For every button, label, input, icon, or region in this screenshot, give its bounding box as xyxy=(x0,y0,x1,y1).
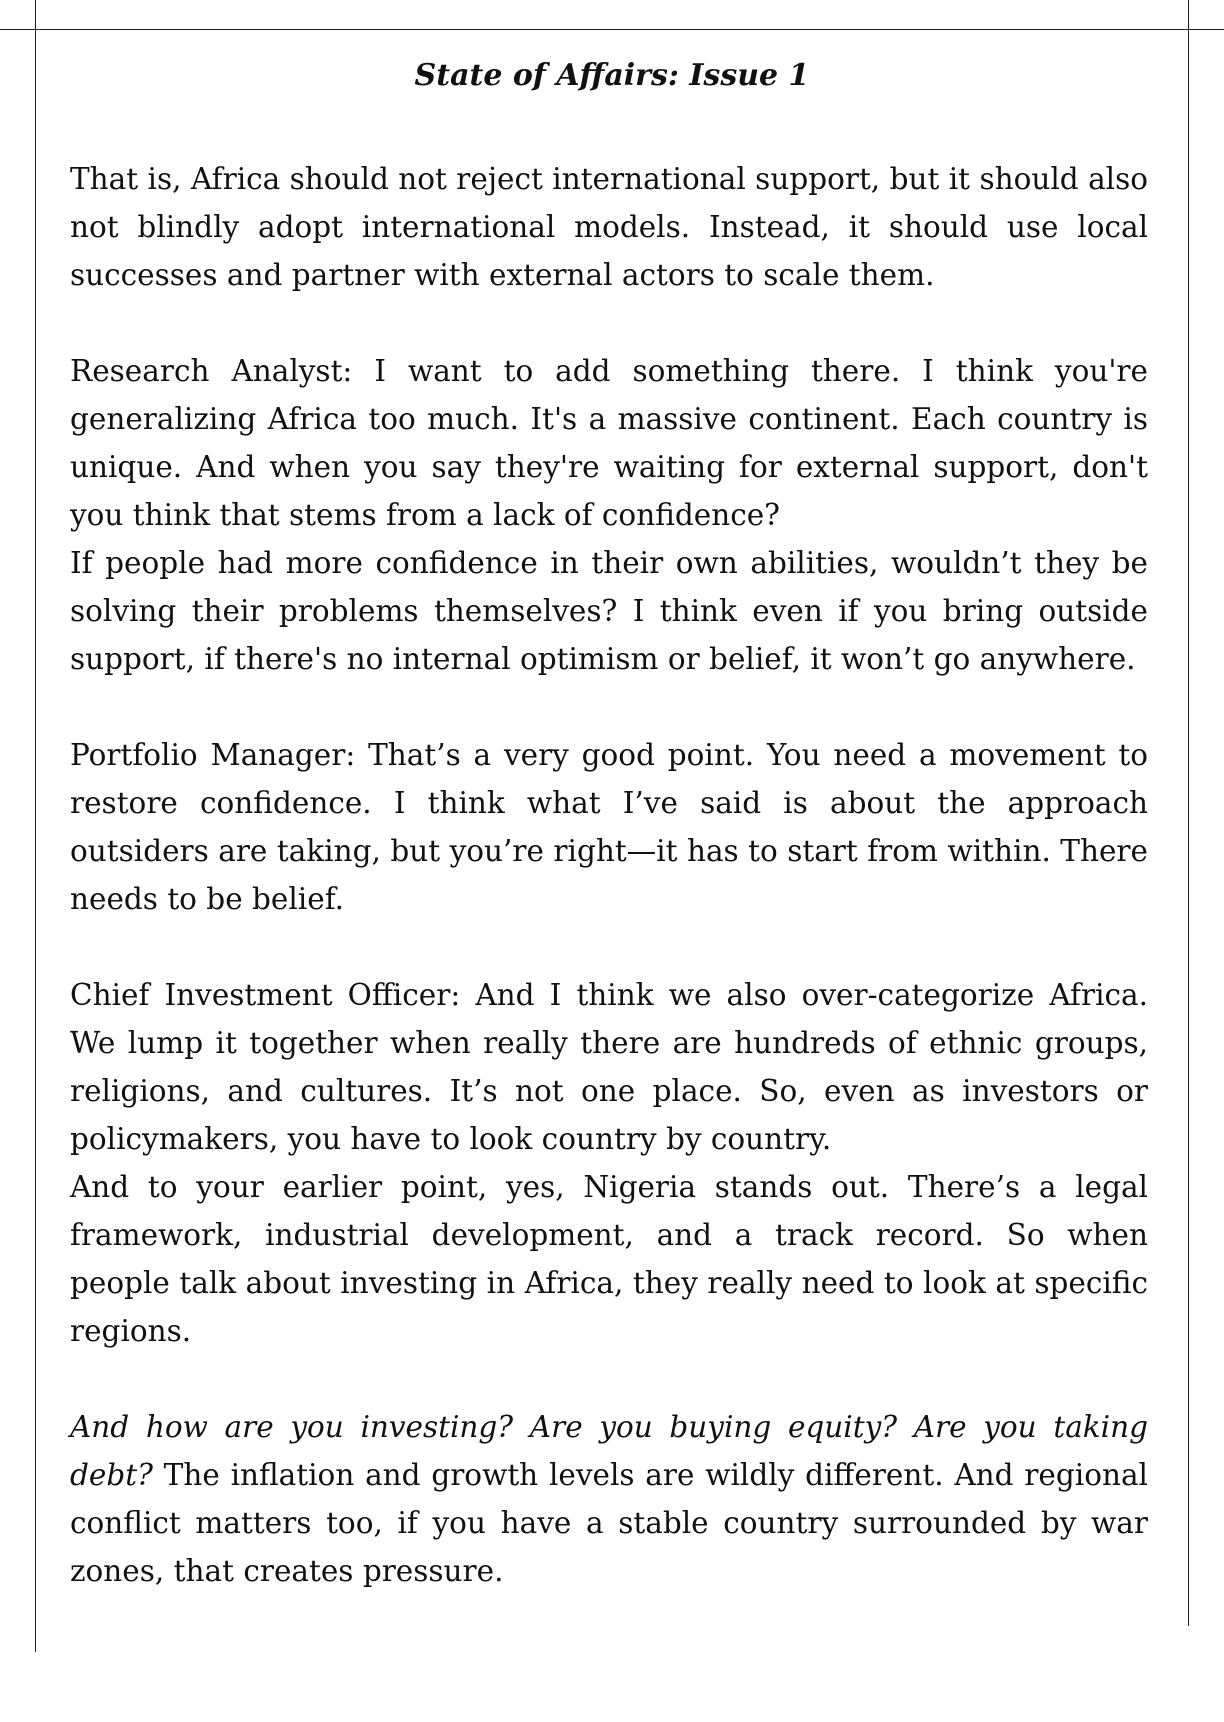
right-margin-line xyxy=(1188,0,1189,1626)
paragraph-research-analyst: Research Analyst: I want to add something there. I think you're generalizing Africa too much. It's a massive continent. Each country is unique. And when you say they're waiting for external support, don't you think that stems from a lack of confidence? xyxy=(70,354,1148,532)
paragraph-chief-investment-officer: Chief Investment Officer: And I think we also over-categorize Africa. We lump it together when really there are hundreds of ethnic groups, religions, and cultures. It’s not one place. So, even as investors or policymakers, you have to look country by country. xyxy=(70,978,1148,1156)
paragraph-chief-investment-officer-continued: And to your earlier point, yes, Nigeria stands out. There’s a legal framework, industrial development, and a track record. So when people talk about investing in Africa, they really need to look at specific regions. xyxy=(70,1170,1148,1348)
top-rule-line xyxy=(0,29,1224,30)
paragraph-africa-support: That is, Africa should not reject international support, but it should also not blindly adopt international models. Instead, it should use local successes and partner with external actors to scale them. xyxy=(70,162,1148,292)
paragraph-research-analyst-continued: If people had more confidence in their own abilities, wouldn’t they be solving their problems themselves? I think even if you bring outside support, if there's no internal optimism or belief, it won’t go anywhere. xyxy=(70,546,1148,676)
running-header-title: State of Affairs: Issue 1 xyxy=(414,58,810,93)
left-margin-line xyxy=(35,0,36,1652)
paragraph-portfolio-manager: Portfolio Manager: That’s a very good point. You need a movement to restore confidence. I think what I’ve said is about the approach outsiders are taking, but you’re right—it has to start from within. There needs to be belief. xyxy=(70,738,1148,916)
paragraph-investing-question xyxy=(70,1403,1148,1595)
paragraph-investing-question-text: The inflation and growth levels are wildly different. And regional conflict matters too, if you have a stable country surrounded by war zones, that creates pressure. xyxy=(70,1458,1148,1588)
italic-question-lead: And how are you investing? Are you buying equity? Are you taking debt? xyxy=(70,1410,1148,1492)
document-body xyxy=(70,155,1148,1643)
